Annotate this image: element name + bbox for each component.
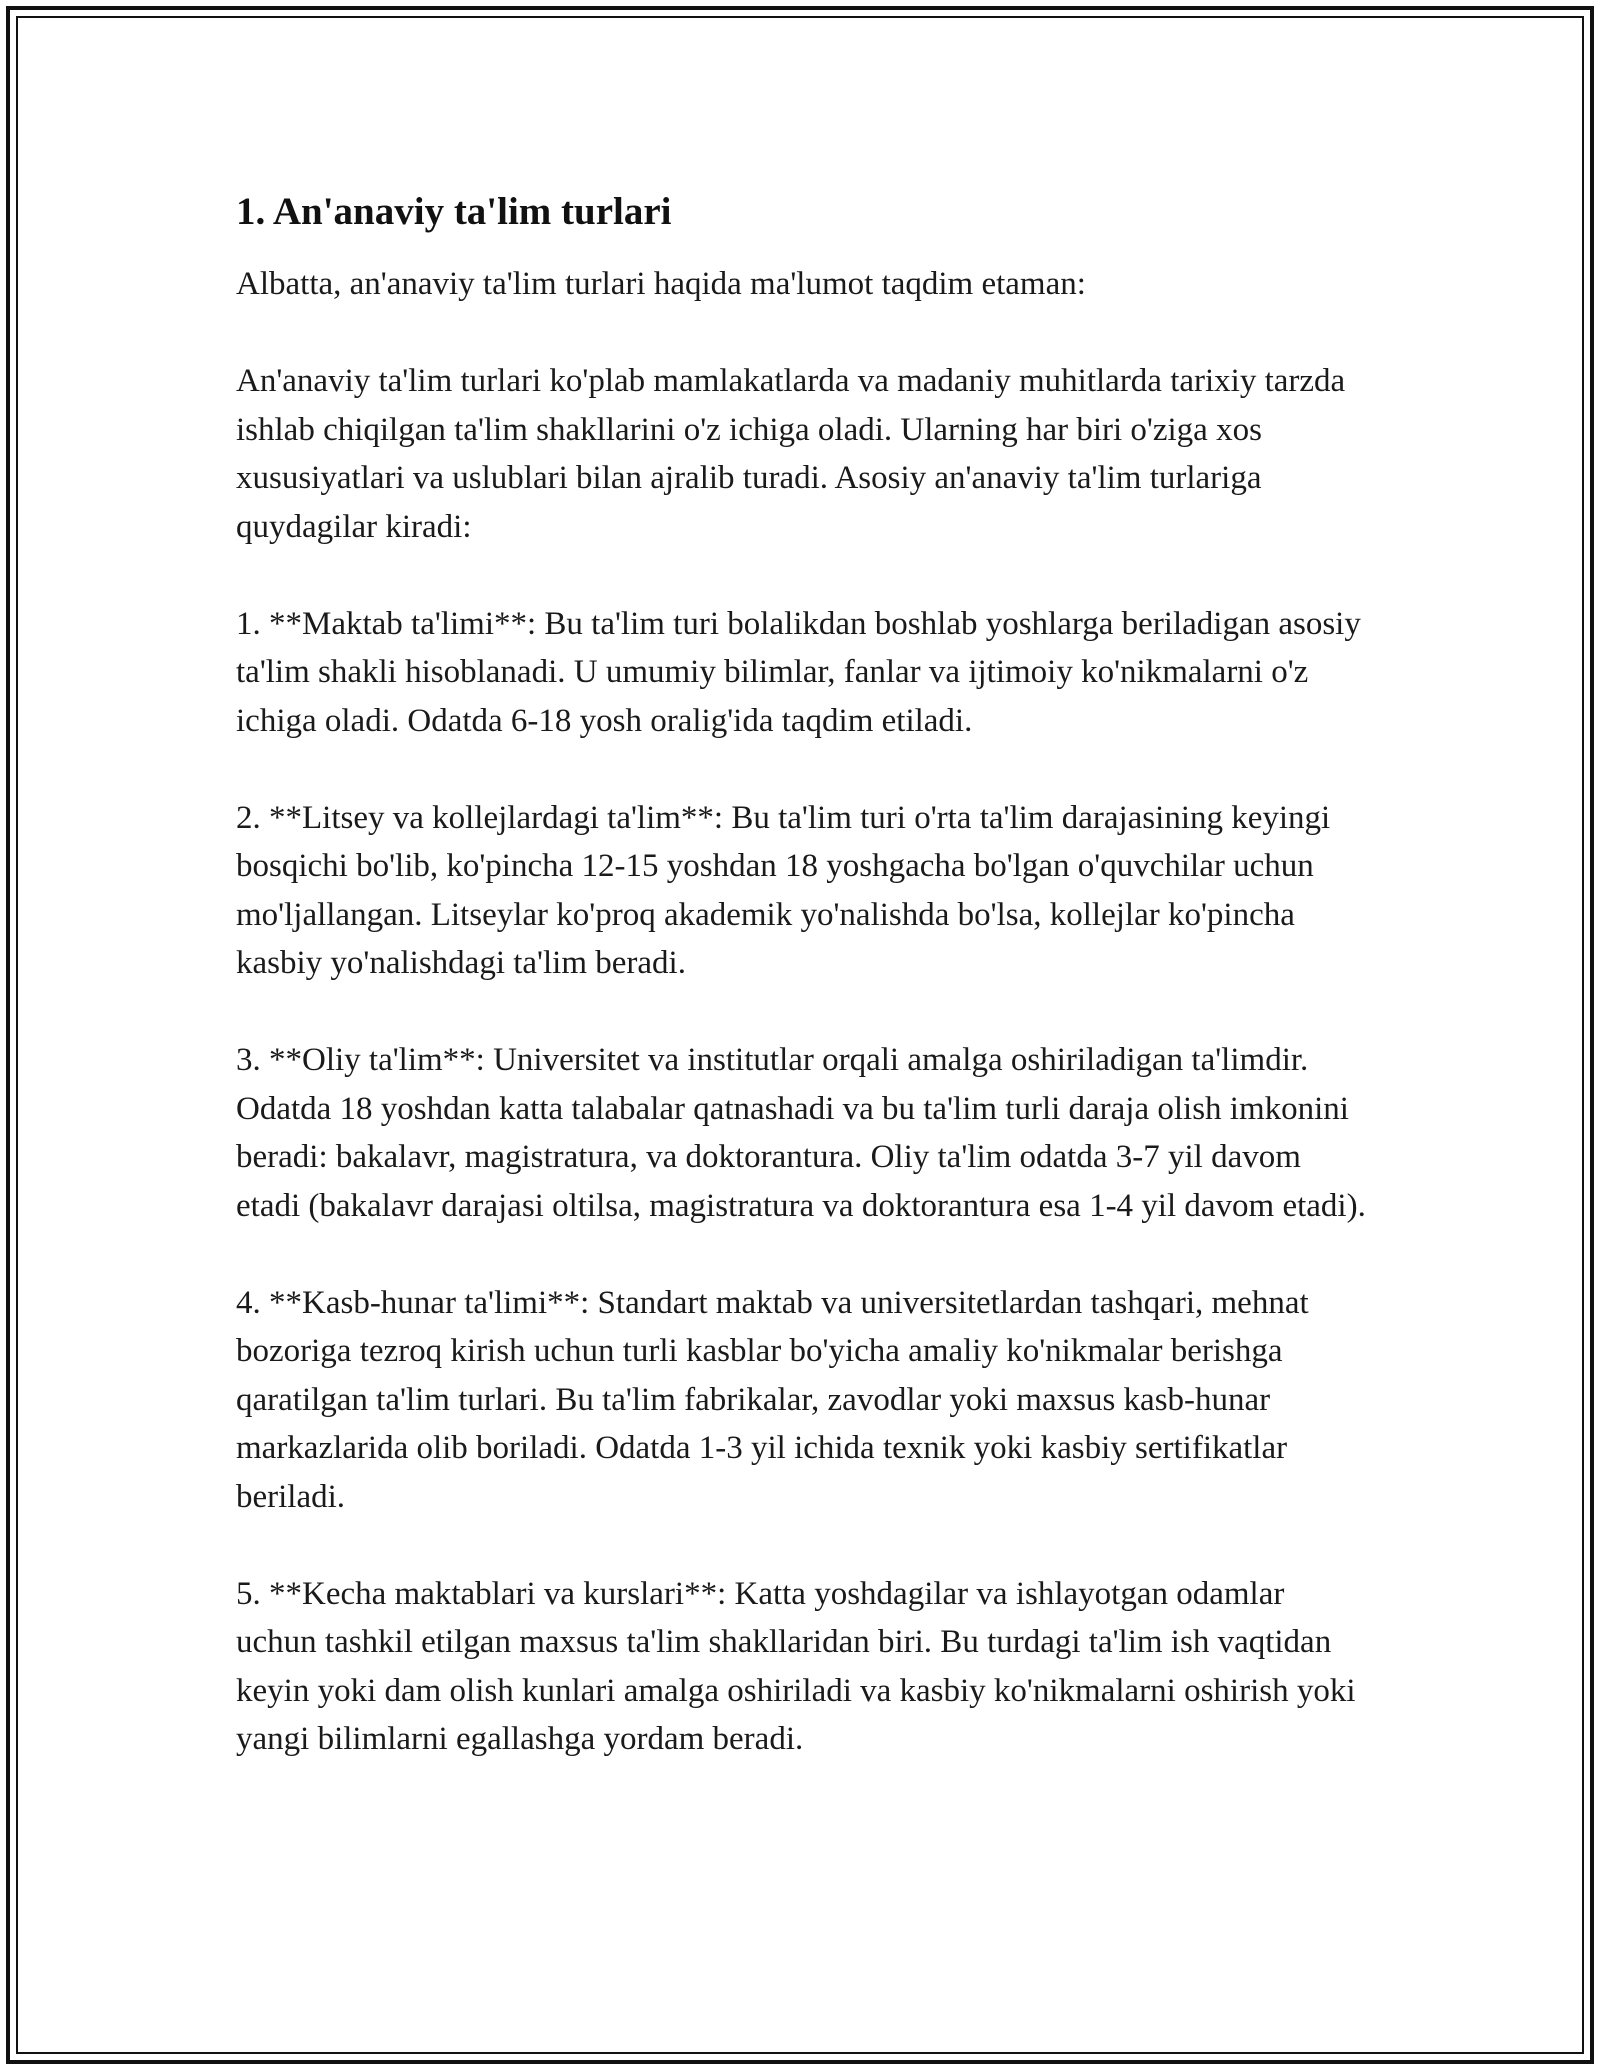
- intro-paragraph: Albatta, an'anaviy ta'lim turlari haqida ma'lumot taqdim etaman:: [236, 266, 1086, 302]
- list-item-oliy: 3. **Oliy ta'lim**: Universitet va institutlar orqali amalga oshiriladigan ta'limdir. Odatda 18 yoshdan katta talabalar qatnashadi va bu ta'lim turli daraja olish imkonini beradi: bakalavr, magistratura, va doktorantura. Oliy ta'lim odatda 3-7 yil davom etadi (bakalavr darajasi oltilsa, magistratura va doktorantura esa 1-4 yil davom etadi).: [236, 1042, 1366, 1224]
- list-item-litsey: 2. **Litsey va kollejlardagi ta'lim**: Bu ta'lim turi o'rta ta'lim darajasining keyingi bosqichi bo'lib, ko'pincha 12-15 yoshdan 18 yoshgacha bo'lgan o'quvchilar uchun mo'ljallangan. Litseylar ko'proq akademik yo'nalishda bo'lsa, kollejlar ko'pincha kasbiy yo'nalishdagi ta'lim beradi.: [236, 799, 1331, 981]
- list-item-kecha-maktablari: 5. **Kecha maktablari va kurslari**: Katta yoshdagilar va ishlayotgan odamlar uchun tashkil etilgan maxsus ta'lim shakllaridan biri. Bu turdagi ta'lim ish vaqtidan keyin yoki dam olish kunlari amalga oshiriladi va kasbiy ko'nikmalarni oshirish yoki yangi bilimlarni egallashga yordam beradi.: [236, 1575, 1356, 1757]
- overview-paragraph: An'anaviy ta'lim turlari ko'plab mamlakatlarda va madaniy muhitlarda tarixiy tarzda ishlab chiqilgan ta'lim shakllarini o'z ichiga oladi. Ularning har biri o'ziga xos xususiyatlari va uslublari bilan ajralib turadi. Asosiy an'anaviy ta'lim turlariga quydagilar kiradi:: [236, 363, 1346, 545]
- list-item-kasb-hunar: 4. **Kasb-hunar ta'limi**: Standart maktab va universitetlardan tashqari, mehnat bozoriga tezroq kirish uchun turli kasblar bo'yicha amaliy ko'nikmalar berishga qaratilgan ta'lim turlari. Bu ta'lim fabrikalar, zavodlar yoki maxsus kasb-hunar markazlarida olib boriladi. Odatda 1-3 yil ichida texnik yoki kasbiy sertifikatlar beriladi.: [236, 1284, 1309, 1515]
- list-item-maktab: 1. **Maktab ta'limi**: Bu ta'lim turi bolalikdan boshlab yoshlarga beriladigan asosiy ta'lim shakli hisoblanadi. U umumiy bilimlar, fanlar va ijtimoiy ko'nikmalarni o'z ichiga oladi. Odatda 6-18 yosh oralig'ida taqdim etiladi.: [236, 605, 1361, 739]
- document-title: 1. An'anaviy ta'lim turlari: [236, 190, 672, 233]
- document-body: [236, 188, 1366, 1812]
